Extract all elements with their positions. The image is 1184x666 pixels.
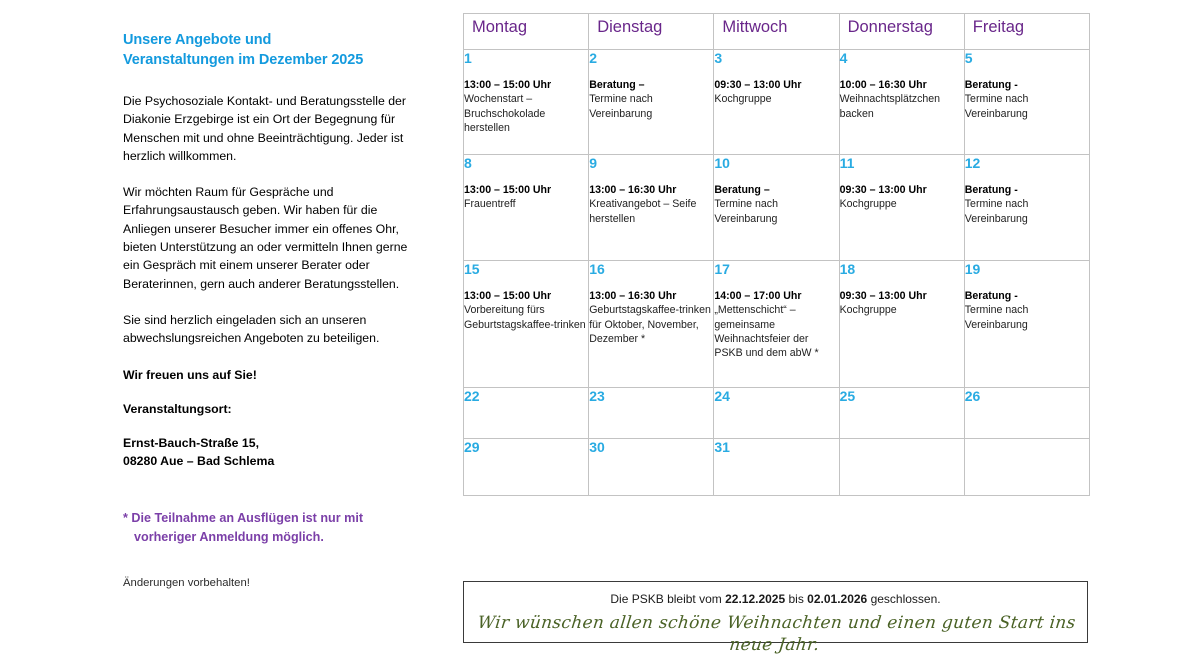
event-description: Termine nach Vereinbarung: [589, 93, 653, 120]
event-description: Wochenstart – Bruchschokolade herstellen: [464, 93, 546, 134]
calendar-day-cell[interactable]: [589, 50, 714, 155]
event-title: 13:00 – 15:00 Uhr: [464, 184, 552, 196]
calendar-day-number: 29: [464, 439, 480, 455]
calendar-dayname-header: [464, 14, 589, 50]
calendar-day-number: 12: [964, 155, 981, 171]
event-description: Termine nach Vereinbarung: [964, 198, 1029, 225]
calendar-container: [463, 13, 1090, 496]
calendar-day-cell[interactable]: [589, 261, 714, 388]
calendar-dayname-header: [714, 14, 839, 50]
calendar-day-cell[interactable]: [714, 50, 839, 155]
venue-address: [123, 434, 423, 471]
calendar-day-number: 31: [714, 439, 730, 455]
calendar-day-number: 16: [589, 261, 605, 277]
event-title: 13:00 – 16:30 Uhr: [589, 290, 677, 302]
event-description: Termine nach Vereinbarung: [964, 304, 1029, 331]
event-description: Termine nach Vereinbarung: [714, 198, 778, 225]
calendar-week-row: [464, 50, 1090, 155]
event-title: Beratung -: [964, 79, 1018, 91]
calendar-day-cell[interactable]: [839, 388, 964, 439]
calendar-day-number: 15: [464, 261, 480, 277]
dayname-label: Dienstag: [597, 18, 663, 36]
intro-paragraph-3: Sie sind herzlich eingeladen sich an unseren abwechslungsreichen Angeboten zu beteiligen.: [123, 312, 380, 346]
calendar-day-number: 3: [714, 50, 723, 66]
closure-date-from: 22.12.2025: [725, 592, 786, 606]
event-description: Weihnachtsplätzchen backen: [839, 93, 941, 120]
calendar-day-cell[interactable]: [589, 155, 714, 261]
calendar-day-cell[interactable]: [964, 388, 1089, 439]
calendar-day-cell[interactable]: [964, 155, 1089, 261]
calendar-day-cell[interactable]: [839, 439, 964, 496]
calendar-day-number: 10: [714, 155, 730, 171]
calendar-day-cell[interactable]: [714, 388, 839, 439]
calendar-day-cell[interactable]: [964, 261, 1089, 388]
calendar-day-cell[interactable]: [714, 155, 839, 261]
info-column: [123, 30, 423, 591]
page-title: [123, 30, 423, 70]
calendar-day-cell[interactable]: [839, 261, 964, 388]
calendar-header-row: [464, 14, 1090, 50]
event-description: Frauentreff: [464, 198, 516, 211]
intro-paragraph-1: Die Psychosoziale Kontakt- und Beratungsstelle der Diakonie Erzgebirge ist ein Ort der Begegnung für Menschen mit und ohne Beeinträchtigung. Jeder ist herzlich willkommen.: [123, 94, 406, 163]
event-title: 13:00 – 15:00 Uhr: [464, 79, 552, 91]
event-title: Beratung –: [589, 79, 645, 91]
closure-text-middle: bis: [785, 592, 808, 606]
registration-note-line-1: * Die Teilnahme an Ausflügen ist nur mit: [123, 510, 364, 525]
calendar-day-cell[interactable]: [589, 439, 714, 496]
calendar-day-number: 23: [589, 388, 605, 404]
calendar-week-row: [464, 261, 1090, 388]
registration-note-line-2: vorheriger Anmeldung möglich.: [134, 529, 324, 544]
dayname-label: Donnerstag: [847, 18, 933, 36]
event-title: 09:30 – 13:00 Uhr: [839, 184, 927, 196]
calendar-day-number: 22: [464, 388, 480, 404]
event-title: 10:00 – 16:30 Uhr: [839, 79, 927, 91]
calendar-day-cell[interactable]: [839, 155, 964, 261]
event-title: 13:00 – 15:00 Uhr: [464, 290, 552, 302]
calendar-day-cell[interactable]: [464, 439, 589, 496]
page-title-line-2: Veranstaltungen im Dezember 2025: [123, 52, 364, 68]
calendar-week-row: [464, 439, 1090, 496]
calendar-day-number: 9: [589, 155, 597, 171]
calendar-day-cell[interactable]: [464, 50, 589, 155]
event-title: 09:30 – 13:00 Uhr: [714, 79, 802, 91]
holiday-greeting: Wir wünschen allen schöne Weihnachten und einen guten Start ins neue Jahr.: [476, 613, 1077, 655]
event-description: Kreativangebot – Seife herstellen: [589, 198, 697, 225]
dayname-label: Mittwoch: [722, 18, 788, 36]
closing-line: Wir freuen uns auf Sie!: [123, 367, 257, 382]
calendar-dayname-header: [964, 14, 1089, 50]
venue-address-city: 08280 Aue – Bad Schlema: [123, 454, 275, 469]
calendar-day-cell[interactable]: [714, 439, 839, 496]
closure-date-to: 02.01.2026: [807, 592, 868, 606]
calendar-body: [464, 50, 1090, 496]
calendar-day-number: 26: [964, 388, 981, 404]
calendar-day-number: 30: [589, 439, 605, 455]
closure-notice-box: [463, 581, 1088, 655]
event-title: Beratung -: [964, 184, 1018, 196]
event-title: Beratung –: [714, 184, 770, 196]
event-description: „Mettenschicht“ – gemeinsame Weihnachtsfeier der PSKB und dem abW *: [714, 304, 819, 360]
event-title: 13:00 – 16:30 Uhr: [589, 184, 677, 196]
calendar-day-number: 19: [964, 261, 981, 277]
registration-note: [123, 509, 423, 547]
event-title: 14:00 – 17:00 Uhr: [714, 290, 802, 302]
event-description: Termine nach Vereinbarung: [964, 93, 1029, 120]
calendar-day-cell[interactable]: [839, 50, 964, 155]
calendar-day-number: 25: [839, 388, 856, 404]
calendar-dayname-header: [589, 14, 714, 50]
venue-address-street: Ernst-Bauch-Straße 15,: [123, 436, 259, 451]
calendar-week-row: [464, 155, 1090, 261]
intro-paragraph-2: Wir möchten Raum für Gespräche und Erfahrungsaustausch geben. Wir haben für die Anliegen unserer Besucher immer ein offenes Ohr, bieten Unterstützung an oder vermitteln Ihnen gerne ein Gespräch mit einem unserer Berater oder Beraterinnen, gern auch anderer Beratungsstellen.: [123, 185, 408, 291]
event-description: Vorbereitung fürs Geburtstagskaffee-trinken: [464, 304, 586, 331]
calendar-day-number: 18: [839, 261, 856, 277]
calendar-dayname-header: [839, 14, 964, 50]
event-description: Kochgruppe: [714, 93, 772, 106]
calendar-day-cell[interactable]: [464, 155, 589, 261]
calendar-day-number: 2: [589, 50, 597, 66]
calendar-day-cell[interactable]: [964, 439, 1089, 496]
dayname-label: Freitag: [972, 18, 1025, 36]
calendar-day-cell[interactable]: [464, 388, 589, 439]
closure-text-after: geschlossen.: [867, 592, 941, 606]
closure-notice-text: [464, 591, 1087, 607]
calendar-day-cell[interactable]: [714, 261, 839, 388]
calendar-day-number: 11: [839, 155, 855, 171]
calendar-day-number: 17: [714, 261, 730, 277]
calendar-day-number: 8: [464, 155, 472, 171]
event-description: Geburtstagskaffee-trinken für Oktober, November, Dezember *: [589, 304, 711, 345]
calendar-week-row: [464, 388, 1090, 439]
event-description: Kochgruppe: [839, 304, 897, 317]
calendar-day-number: 5: [964, 50, 973, 66]
calendar-table: [463, 13, 1090, 496]
event-description: Kochgruppe: [839, 198, 897, 211]
calendar-day-number: 4: [839, 50, 848, 66]
event-title: Beratung -: [964, 290, 1018, 302]
calendar-day-number: 24: [714, 388, 730, 404]
event-title: 09:30 – 13:00 Uhr: [839, 290, 927, 302]
page-title-line-1: Unsere Angebote und: [123, 32, 272, 48]
dayname-label: Montag: [472, 18, 528, 36]
closure-text-before: Die PSKB bleibt vom: [610, 592, 726, 606]
calendar-day-cell[interactable]: [964, 50, 1089, 155]
calendar-day-cell[interactable]: [464, 261, 589, 388]
venue-label: Veranstaltungsort:: [123, 401, 232, 416]
calendar-day-number: 1: [464, 50, 472, 66]
disclaimer-text: Änderungen vorbehalten!: [123, 576, 250, 589]
calendar-day-cell[interactable]: [589, 388, 714, 439]
